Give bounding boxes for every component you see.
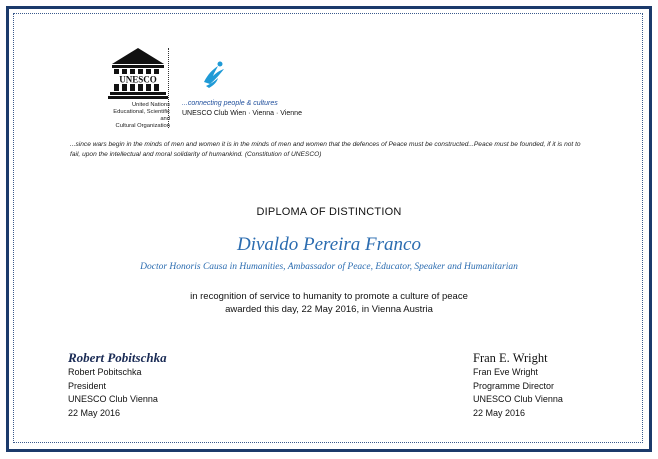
signature-president: Robert Pobitschka (68, 350, 167, 365)
club-hands-logo (200, 60, 228, 90)
unesco-constitution-quote: ...since wars begin in the minds of men and women it is in the minds of men and women that the defences of Peace must be constructed...Peace must be founded, if it is not to fail, upon the intellectual and moral solidarity of humankind. (Constitution of UNESCO) (70, 141, 581, 158)
header-divider (168, 48, 169, 128)
unesco-logo (108, 46, 168, 100)
signature-programme-director: Fran E. Wright (473, 351, 548, 365)
signer-programme-director (473, 350, 563, 420)
un-organization-text: United Nations Educational, Scientific and Cultural Organization (113, 102, 170, 129)
signer-role: Programme Director (473, 380, 555, 391)
signer-org: UNESCO Club Vienna (68, 394, 158, 404)
diploma-title: DIPLOMA OF DISTINCTION (256, 206, 402, 218)
honoree-name: Divaldo Pereira Franco (237, 234, 421, 255)
honoree-honors: Doctor Honoris Causa in Humanities, Ambassador of Peace, Educator, Speaker and Humanitarian (140, 262, 518, 272)
signer-org: UNESCO Club Vienna (473, 394, 563, 404)
recognition-line: in recognition of service to humanity to promote a culture of peace (190, 291, 468, 302)
signer-president (68, 350, 167, 420)
signer-name: Fran Eve Wright (473, 367, 538, 377)
club-name: UNESCO Club Wien · Vienna · Vienne (182, 110, 302, 117)
signer-date: 22 May 2016 (68, 407, 121, 418)
award-date-line: awarded this day, 22 May 2016, in Vienna Austria (225, 304, 433, 315)
club-tagline: ...connecting people & cultures (182, 100, 278, 107)
recognition-text (0, 290, 658, 316)
signer-role: President (68, 380, 107, 391)
signer-name: Robert Pobitschka (68, 367, 142, 377)
signer-date: 22 May 2016 (473, 407, 526, 418)
svg-text:UNESCO: UNESCO (119, 74, 157, 85)
